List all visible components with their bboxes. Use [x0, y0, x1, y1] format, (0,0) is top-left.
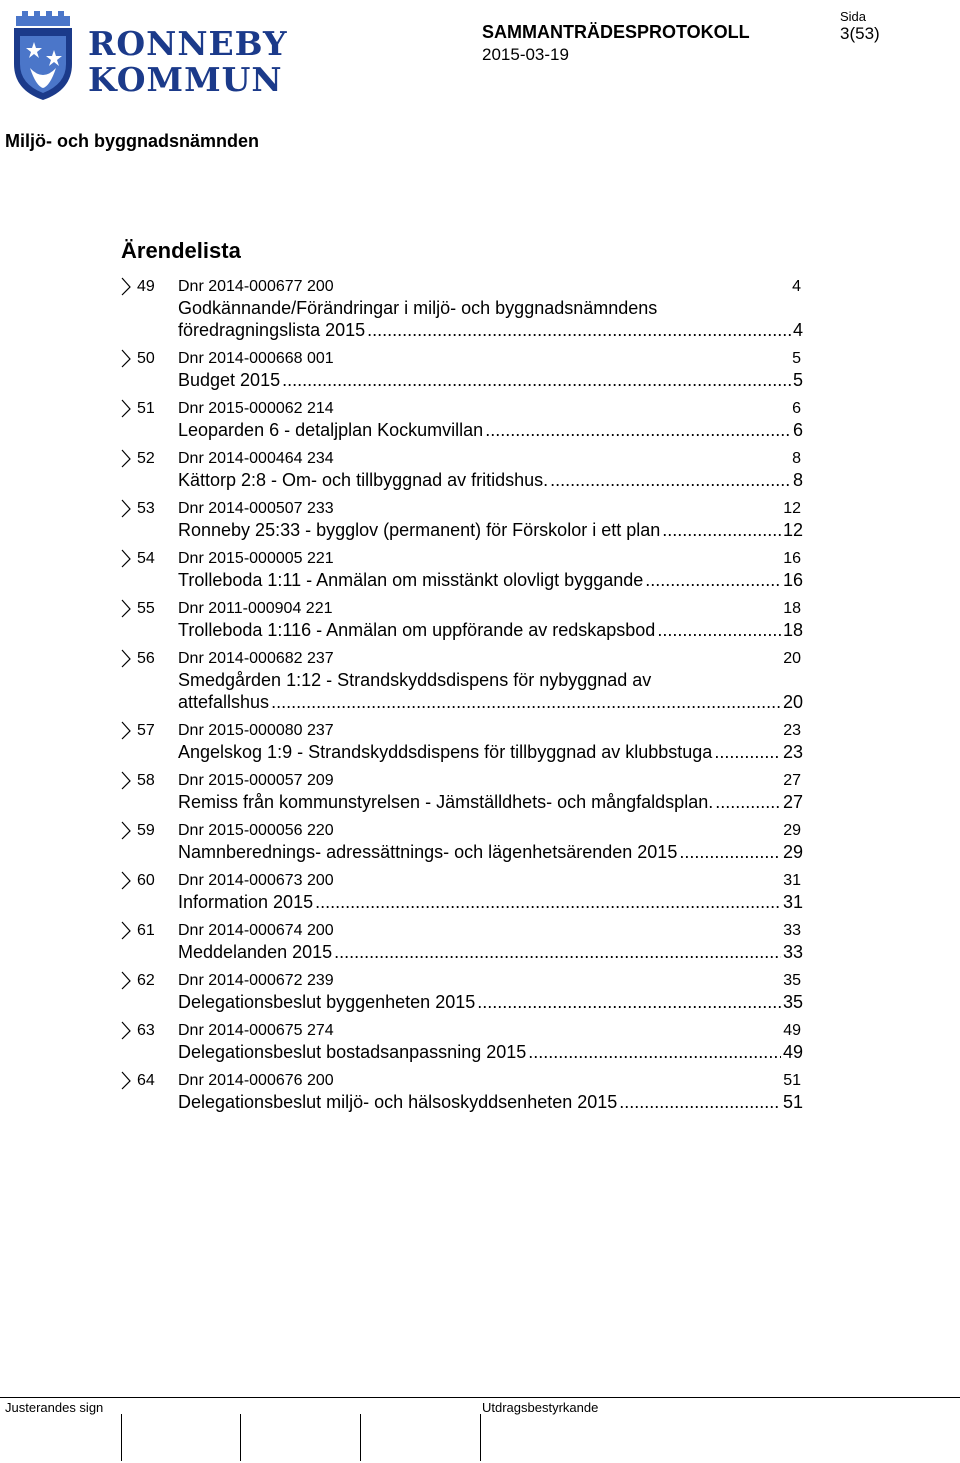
item-page: 29 [783, 822, 801, 839]
item-page: 16 [783, 550, 801, 567]
agenda-item[interactable] [121, 498, 803, 541]
item-number: 60 [137, 872, 155, 889]
title-line [178, 991, 803, 1013]
item-page: 12 [783, 500, 801, 517]
section-heading: Ärendelista [121, 238, 241, 263]
title-text: Godkännande/Förändringar i miljö- och byggnadsnämndens [178, 298, 658, 318]
item-page: 4 [792, 278, 801, 295]
title-line [178, 1041, 803, 1063]
agenda-item-title [178, 569, 803, 591]
signature-box-divider [360, 1414, 361, 1461]
item-number: 52 [137, 450, 155, 467]
page-reference[interactable]: 35 [782, 992, 803, 1012]
page-reference[interactable]: 51 [782, 1092, 803, 1112]
agenda-item[interactable] [121, 1070, 803, 1113]
dot-leader [645, 569, 781, 591]
agenda-item-header [121, 720, 803, 741]
title-line [178, 741, 803, 763]
agenda-item[interactable] [121, 1020, 803, 1063]
page-reference[interactable]: 16 [782, 570, 803, 590]
agenda-item-title [178, 791, 803, 813]
page-reference[interactable]: 20 [782, 692, 803, 712]
expand-arrow-icon[interactable] [121, 276, 133, 297]
title-text: Ronneby 25:33 - bygglov (permanent) för Förskolor i ett plan [178, 520, 661, 540]
title-text: föredragningslista 2015 [178, 320, 366, 340]
page-reference[interactable]: 29 [782, 842, 803, 862]
item-number: 50 [137, 350, 155, 367]
page-reference[interactable]: 33 [782, 942, 803, 962]
page-reference[interactable]: 23 [782, 742, 803, 762]
title-line [178, 519, 803, 541]
signature-box-divider [121, 1414, 122, 1461]
title-line [178, 469, 803, 491]
agenda-item-title [178, 891, 803, 913]
dot-leader [550, 469, 791, 491]
diary-number: Dnr 2014-000507 233 [178, 500, 334, 517]
item-page: 33 [783, 922, 801, 939]
agenda-item[interactable] [121, 720, 803, 763]
page-reference[interactable]: 6 [792, 420, 803, 440]
title-text: Trolleboda 1:11 - Anmälan om misstänkt olovligt byggande [178, 570, 644, 590]
item-number: 62 [137, 972, 155, 989]
title-text: Remiss från kommunstyrelsen - Jämställdhets- och mångfaldsplan. [178, 792, 714, 812]
agenda-item-header [121, 498, 803, 519]
diary-number: Dnr 2014-000682 237 [178, 650, 334, 667]
diary-number: Dnr 2014-000677 200 [178, 278, 334, 295]
item-page: 18 [783, 600, 801, 617]
title-line [178, 369, 803, 391]
agenda-item-title [178, 369, 803, 391]
page-reference[interactable]: 49 [782, 1042, 803, 1062]
dot-leader [477, 991, 781, 1013]
certification-label: Utdragsbestyrkande [482, 1400, 599, 1415]
item-page: 49 [783, 1022, 801, 1039]
agenda-item-title [178, 741, 803, 763]
item-number: 59 [137, 822, 155, 839]
item-page: 6 [792, 400, 801, 417]
title-line [178, 941, 803, 963]
agenda-item-header [121, 648, 803, 669]
title-line [178, 691, 803, 713]
item-number: 49 [137, 278, 155, 295]
title-text: Delegationsbeslut bostadsanpassning 2015 [178, 1042, 527, 1062]
title-line [178, 891, 803, 913]
item-page: 35 [783, 972, 801, 989]
agenda-item-header [121, 398, 803, 419]
title-text: Leoparden 6 - detaljplan Kockumvillan [178, 420, 484, 440]
item-number: 63 [137, 1022, 155, 1039]
title-text: attefallshus [178, 692, 270, 712]
committee-name: Miljö- och byggnadsnämnden [5, 131, 260, 151]
title-line [178, 297, 803, 319]
page-reference[interactable]: 27 [782, 792, 803, 812]
dot-leader [271, 691, 781, 713]
agenda-item[interactable] [121, 970, 803, 1013]
title-text: Angelskog 1:9 - Strandskyddsdispens för tillbyggnad av klubbstuga [178, 742, 713, 762]
item-number: 53 [137, 500, 155, 517]
item-number: 54 [137, 550, 155, 567]
dot-leader [619, 1091, 781, 1113]
agenda-item-header [121, 1070, 803, 1091]
page-label: Sida [840, 9, 867, 24]
diary-number: Dnr 2014-000676 200 [178, 1072, 334, 1089]
item-page: 31 [783, 872, 801, 889]
dot-leader [715, 791, 781, 813]
item-number: 57 [137, 722, 155, 739]
diary-number: Dnr 2014-000672 239 [178, 972, 334, 989]
agenda-item[interactable] [121, 548, 803, 591]
title-line [178, 419, 803, 441]
expand-arrow-icon[interactable] [121, 770, 133, 791]
title-line [178, 1091, 803, 1113]
agenda-item-header [121, 448, 803, 469]
diary-number: Dnr 2015-000056 220 [178, 822, 334, 839]
dot-leader [657, 619, 781, 641]
item-page: 23 [783, 722, 801, 739]
page-reference[interactable]: 8 [792, 470, 803, 490]
agenda-item-title [178, 669, 803, 713]
agenda-item[interactable] [121, 770, 803, 813]
expand-arrow-icon[interactable] [121, 720, 133, 741]
agenda-list [121, 276, 803, 1120]
diary-number: Dnr 2015-000005 221 [178, 550, 334, 567]
agenda-item-header [121, 348, 803, 369]
diary-number: Dnr 2014-000464 234 [178, 450, 334, 467]
diary-number: Dnr 2015-000062 214 [178, 400, 334, 417]
dot-leader [315, 891, 781, 913]
title-text: Kättorp 2:8 - Om- och tillbyggnad av fritidshus. [178, 470, 549, 490]
expand-arrow-icon[interactable] [121, 548, 133, 569]
expand-arrow-icon[interactable] [121, 1070, 133, 1091]
expand-arrow-icon[interactable] [121, 648, 133, 669]
agenda-item-title [178, 619, 803, 641]
title-text: Delegationsbeslut miljö- och hälsoskyddsenheten 2015 [178, 1092, 618, 1112]
agenda-item[interactable] [121, 820, 803, 863]
agenda-item-title [178, 419, 803, 441]
page-reference[interactable]: 5 [792, 370, 803, 390]
expand-arrow-icon[interactable] [121, 820, 133, 841]
expand-arrow-icon[interactable] [121, 870, 133, 891]
coat-of-arms-icon [10, 6, 76, 102]
item-number: 61 [137, 922, 155, 939]
item-number: 58 [137, 772, 155, 789]
expand-arrow-icon[interactable] [121, 920, 133, 941]
agenda-item[interactable] [121, 598, 803, 641]
agenda-item[interactable] [121, 276, 803, 341]
title-line [178, 669, 803, 691]
dot-leader [334, 941, 781, 963]
diary-number: Dnr 2014-000668 001 [178, 350, 334, 367]
signature-box-divider [480, 1414, 481, 1461]
brand-name-line2: KOMMUN [88, 60, 283, 99]
agenda-item-header [121, 870, 803, 891]
agenda-item-header [121, 920, 803, 941]
agenda-item-title [178, 1091, 803, 1113]
agenda-item-header [121, 276, 803, 297]
signature-box-divider [240, 1414, 241, 1461]
dot-leader [679, 841, 781, 863]
item-page: 51 [783, 1072, 801, 1089]
title-text: Smedgården 1:12 - Strandskyddsdispens för nybyggnad av [178, 670, 652, 690]
expand-arrow-icon[interactable] [121, 598, 133, 619]
document-type: SAMMANTRÄDESPROTOKOLL [482, 22, 750, 42]
title-text: Trolleboda 1:116 - Anmälan om uppförande av redskapsbod [178, 620, 656, 640]
agenda-item[interactable] [121, 448, 803, 491]
municipality-logo [10, 6, 288, 102]
item-page: 20 [783, 650, 801, 667]
title-text: Information 2015 [178, 892, 314, 912]
diary-number: Dnr 2015-000080 237 [178, 722, 334, 739]
agenda-item-title [178, 941, 803, 963]
title-text: Delegationsbeslut byggenheten 2015 [178, 992, 476, 1012]
expand-arrow-icon[interactable] [121, 348, 133, 369]
diary-number: Dnr 2014-000673 200 [178, 872, 334, 889]
expand-arrow-icon[interactable] [121, 970, 133, 991]
agenda-item-header [121, 548, 803, 569]
page-reference[interactable]: 4 [792, 320, 803, 340]
agenda-item[interactable] [121, 348, 803, 391]
item-page: 8 [792, 450, 801, 467]
item-page: 27 [783, 772, 801, 789]
footer-divider [0, 1397, 960, 1398]
agenda-item-title [178, 991, 803, 1013]
page-number: 3(53) [840, 24, 880, 43]
agenda-item[interactable] [121, 870, 803, 913]
diary-number: Dnr 2014-000674 200 [178, 922, 334, 939]
item-number: 55 [137, 600, 155, 617]
title-line [178, 791, 803, 813]
title-line [178, 569, 803, 591]
dot-leader [662, 519, 781, 541]
agenda-item-title [178, 519, 803, 541]
dot-leader [367, 319, 791, 341]
agenda-item[interactable] [121, 920, 803, 963]
meeting-date: 2015-03-19 [482, 45, 569, 64]
title-text: Namnberednings- adressättnings- och lägenhetsärenden 2015 [178, 842, 678, 862]
brand-name-line1: RONNEBY [88, 24, 288, 63]
title-line [178, 841, 803, 863]
agenda-item-title [178, 1041, 803, 1063]
agenda-item[interactable] [121, 648, 803, 713]
dot-leader [528, 1041, 781, 1063]
agenda-item[interactable] [121, 398, 803, 441]
title-text: Meddelanden 2015 [178, 942, 333, 962]
item-number: 56 [137, 650, 155, 667]
agenda-item-title [178, 297, 803, 341]
item-number: 64 [137, 1072, 155, 1089]
diary-number: Dnr 2015-000057 209 [178, 772, 334, 789]
expand-arrow-icon[interactable] [121, 498, 133, 519]
diary-number: Dnr 2011-000904 221 [178, 600, 333, 617]
dot-leader [714, 741, 781, 763]
item-page: 5 [792, 350, 801, 367]
expand-arrow-icon[interactable] [121, 1020, 133, 1041]
agenda-item-title [178, 841, 803, 863]
page-reference[interactable]: 31 [782, 892, 803, 912]
title-line [178, 319, 803, 341]
expand-arrow-icon[interactable] [121, 398, 133, 419]
page-reference[interactable]: 18 [782, 620, 803, 640]
signature-label: Justerandes sign [5, 1400, 104, 1415]
dot-leader [485, 419, 791, 441]
agenda-item-header [121, 970, 803, 991]
page-reference[interactable]: 12 [782, 520, 803, 540]
agenda-item-header [121, 820, 803, 841]
agenda-item-header [121, 770, 803, 791]
title-line [178, 619, 803, 641]
diary-number: Dnr 2014-000675 274 [178, 1022, 334, 1039]
expand-arrow-icon[interactable] [121, 448, 133, 469]
agenda-item-header [121, 1020, 803, 1041]
agenda-item-title [178, 469, 803, 491]
agenda-item-header [121, 598, 803, 619]
item-number: 51 [137, 400, 155, 417]
dot-leader [282, 369, 791, 391]
title-text: Budget 2015 [178, 370, 281, 390]
